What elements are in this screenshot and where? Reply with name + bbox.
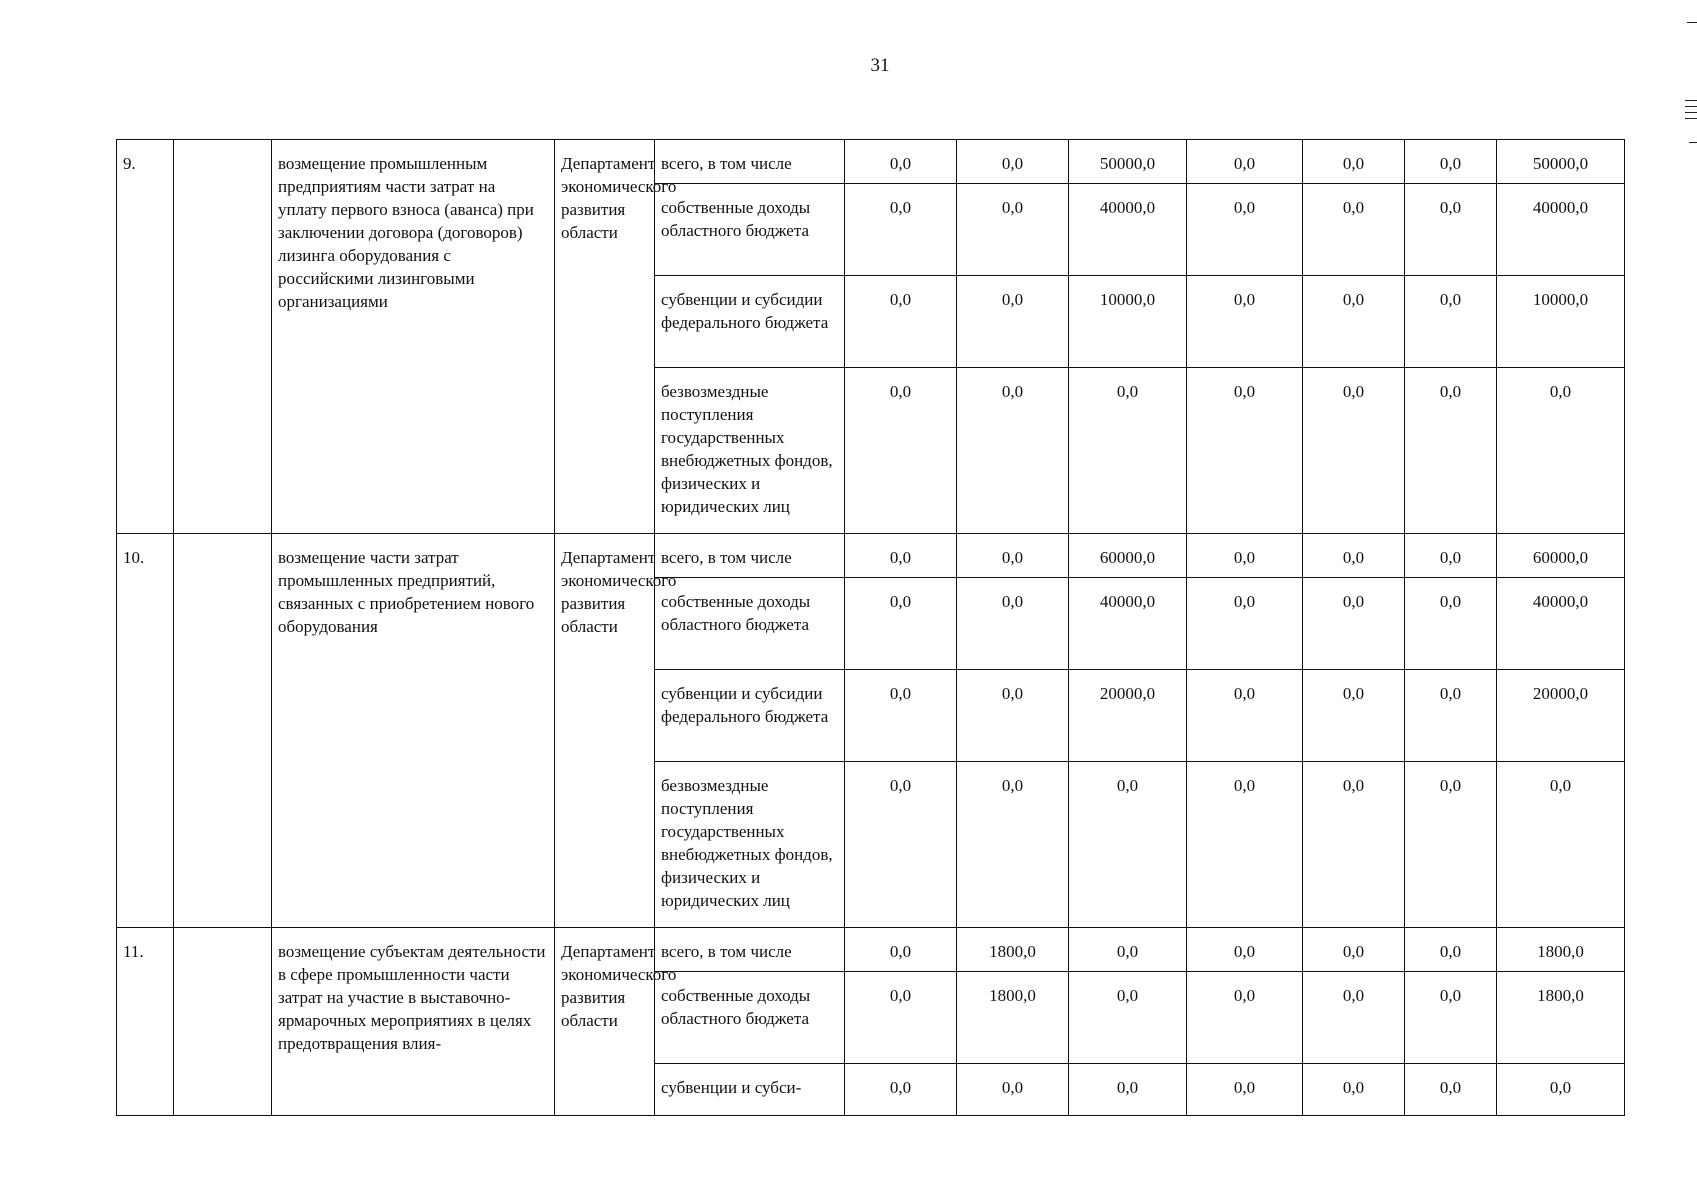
value-cell: 50000,0 (1497, 140, 1625, 184)
value-cell: 0,0 (957, 534, 1069, 578)
value-cell: 0,0 (1405, 578, 1497, 670)
funding-source-cell: субвенции и субси- (655, 1064, 845, 1116)
value-cell: 0,0 (1187, 762, 1303, 928)
funding-source-cell: собственные доходы областного бюджета (655, 972, 845, 1064)
funding-source-cell: собственные доходы областного бюджета (655, 184, 845, 276)
value-cell: 0,0 (1497, 1064, 1625, 1116)
value-cell: 0,0 (957, 762, 1069, 928)
value-cell: 0,0 (1303, 276, 1405, 368)
value-cell: 0,0 (1187, 972, 1303, 1064)
row-number-cell: 10. (117, 534, 174, 928)
value-cell: 0,0 (845, 1064, 957, 1116)
value-cell: 0,0 (957, 578, 1069, 670)
value-cell: 0,0 (1497, 368, 1625, 534)
value-cell: 0,0 (1069, 1064, 1187, 1116)
value-cell: 0,0 (845, 276, 957, 368)
edge-marks (1685, 0, 1697, 150)
value-cell: 0,0 (1497, 762, 1625, 928)
value-cell: 0,0 (845, 762, 957, 928)
value-cell: 0,0 (1069, 928, 1187, 972)
measure-description-cell: возмещение части затрат промышленных предприятий, связанных с приобретением нового оборудования (272, 534, 555, 928)
value-cell: 50000,0 (1069, 140, 1187, 184)
table-row (117, 534, 1625, 578)
funding-source-cell: субвенции и субсидии федерального бюджета (655, 276, 845, 368)
value-cell: 0,0 (1405, 1064, 1497, 1116)
department-cell: Департамент экономического развития области (555, 928, 655, 1116)
value-cell: 0,0 (1405, 184, 1497, 276)
value-cell: 0,0 (845, 184, 957, 276)
measure-description-cell: возмещение промышленным предприятиям части затрат на уплату первого взноса (аванса) при заключении договора (договоров) лизинга оборудования с российскими лизинговыми организациями (272, 140, 555, 534)
value-cell: 0,0 (957, 276, 1069, 368)
value-cell: 0,0 (1405, 972, 1497, 1064)
value-cell: 0,0 (845, 670, 957, 762)
value-cell: 0,0 (1303, 140, 1405, 184)
value-cell: 60000,0 (1497, 534, 1625, 578)
value-cell: 0,0 (957, 670, 1069, 762)
value-cell: 1800,0 (957, 928, 1069, 972)
value-cell: 0,0 (845, 928, 957, 972)
value-cell: 0,0 (845, 534, 957, 578)
funding-source-cell: всего, в том числе (655, 140, 845, 184)
value-cell: 0,0 (1187, 368, 1303, 534)
value-cell: 40000,0 (1497, 184, 1625, 276)
row-code-cell (174, 140, 272, 534)
row-code-cell (174, 534, 272, 928)
value-cell: 0,0 (1303, 670, 1405, 762)
funding-source-cell: всего, в том числе (655, 534, 845, 578)
value-cell: 0,0 (1405, 140, 1497, 184)
department-cell: Департамент экономического развития области (555, 534, 655, 928)
page-number: 31 (870, 55, 890, 76)
value-cell: 0,0 (1187, 534, 1303, 578)
value-cell: 10000,0 (1497, 276, 1625, 368)
value-cell: 1800,0 (957, 972, 1069, 1064)
value-cell: 0,0 (1303, 762, 1405, 928)
measure-description-cell: возмещение субъектам деятельности в сфере промышленности части затрат на участие в выставочно-ярмарочных мероприятиях в целях предотвращения влия- (272, 928, 555, 1116)
value-cell: 0,0 (1303, 184, 1405, 276)
value-cell: 10000,0 (1069, 276, 1187, 368)
value-cell: 0,0 (1405, 670, 1497, 762)
funding-source-cell: субвенции и субсидии федерального бюджета (655, 670, 845, 762)
value-cell: 0,0 (1187, 670, 1303, 762)
value-cell: 0,0 (845, 368, 957, 534)
funding-source-cell: всего, в том числе (655, 928, 845, 972)
department-cell: Департамент экономического развития области (555, 140, 655, 534)
value-cell: 0,0 (1303, 578, 1405, 670)
value-cell: 0,0 (845, 578, 957, 670)
value-cell: 0,0 (1187, 578, 1303, 670)
value-cell: 0,0 (957, 140, 1069, 184)
value-cell: 0,0 (1069, 368, 1187, 534)
value-cell: 0,0 (957, 1064, 1069, 1116)
value-cell: 20000,0 (1497, 670, 1625, 762)
table-row (117, 928, 1625, 972)
value-cell: 0,0 (1303, 368, 1405, 534)
value-cell: 0,0 (1187, 140, 1303, 184)
value-cell: 0,0 (1405, 762, 1497, 928)
value-cell: 40000,0 (1497, 578, 1625, 670)
value-cell: 0,0 (1187, 184, 1303, 276)
row-number-cell: 9. (117, 140, 174, 534)
value-cell: 0,0 (1405, 534, 1497, 578)
value-cell: 0,0 (957, 368, 1069, 534)
row-number-cell: 11. (117, 928, 174, 1116)
value-cell: 1800,0 (1497, 928, 1625, 972)
value-cell: 40000,0 (1069, 184, 1187, 276)
value-cell: 0,0 (1187, 1064, 1303, 1116)
value-cell: 0,0 (1303, 1064, 1405, 1116)
funding-source-cell: безвозмездные поступления государственных внебюджетных фондов, физических и юридических лиц (655, 368, 845, 534)
value-cell: 0,0 (1405, 368, 1497, 534)
funding-source-cell: безвозмездные поступления государственных внебюджетных фондов, физических и юридических лиц (655, 762, 845, 928)
value-cell: 0,0 (1069, 972, 1187, 1064)
value-cell: 1800,0 (1497, 972, 1625, 1064)
value-cell: 0,0 (1405, 928, 1497, 972)
value-cell: 0,0 (1405, 276, 1497, 368)
value-cell: 0,0 (1303, 972, 1405, 1064)
value-cell: 40000,0 (1069, 578, 1187, 670)
value-cell: 0,0 (845, 140, 957, 184)
value-cell: 0,0 (845, 972, 957, 1064)
budget-table (116, 139, 1625, 1116)
value-cell: 0,0 (1187, 928, 1303, 972)
value-cell: 0,0 (957, 184, 1069, 276)
value-cell: 0,0 (1303, 534, 1405, 578)
value-cell: 0,0 (1069, 762, 1187, 928)
value-cell: 60000,0 (1069, 534, 1187, 578)
row-code-cell (174, 928, 272, 1116)
table-row (117, 140, 1625, 184)
funding-source-cell: собственные доходы областного бюджета (655, 578, 845, 670)
value-cell: 0,0 (1303, 928, 1405, 972)
value-cell: 0,0 (1187, 276, 1303, 368)
value-cell: 20000,0 (1069, 670, 1187, 762)
